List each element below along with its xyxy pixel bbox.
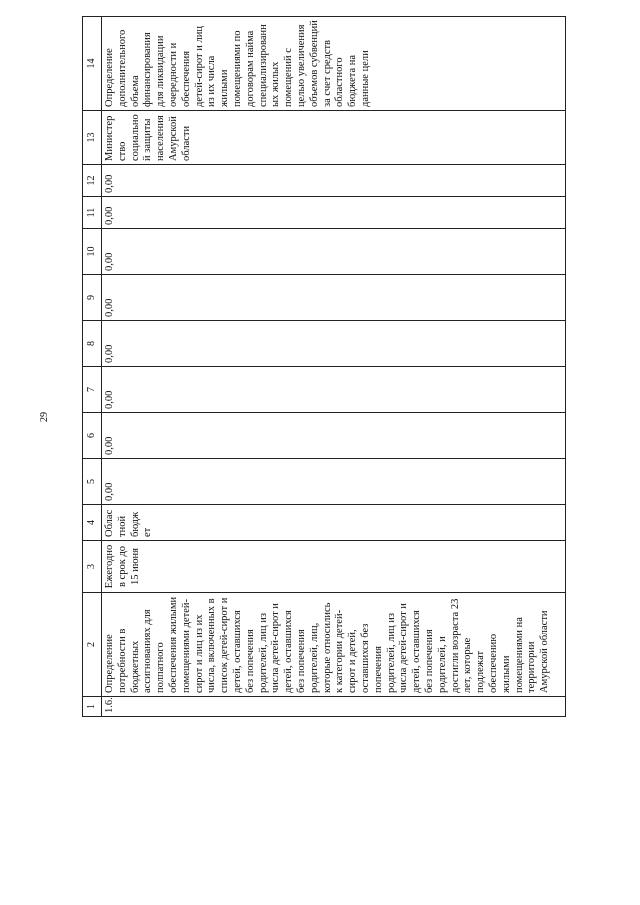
header-cell: 11 bbox=[83, 197, 102, 229]
rotated-table-container bbox=[82, 20, 566, 717]
deadline-cell: Ежегодно в срок до 15 июня bbox=[102, 541, 566, 593]
value-cell-8: 0,00 bbox=[102, 321, 566, 367]
row-number: 1.6. bbox=[102, 697, 566, 717]
value-cell-11: 0,00 bbox=[102, 197, 566, 229]
value-cell-12: 0,00 bbox=[102, 165, 566, 197]
header-cell: 1 bbox=[83, 697, 102, 717]
header-cell: 5 bbox=[83, 459, 102, 505]
header-cell: 9 bbox=[83, 275, 102, 321]
header-cell: 8 bbox=[83, 321, 102, 367]
header-cell: 12 bbox=[83, 165, 102, 197]
header-row bbox=[83, 17, 102, 717]
activity-table bbox=[82, 16, 566, 717]
header-cell: 6 bbox=[83, 413, 102, 459]
value-cell-10: 0,00 bbox=[102, 229, 566, 275]
header-cell: 2 bbox=[83, 593, 102, 697]
header-cell: 10 bbox=[83, 229, 102, 275]
table-row bbox=[102, 17, 566, 717]
value-cell-9: 0,00 bbox=[102, 275, 566, 321]
header-cell: 13 bbox=[83, 111, 102, 165]
value-cell-7: 0,00 bbox=[102, 367, 566, 413]
header-cell: 4 bbox=[83, 505, 102, 541]
funding-source-cell: Областной бюджет bbox=[102, 505, 566, 541]
header-cell: 14 bbox=[83, 17, 102, 111]
header-cell: 3 bbox=[83, 541, 102, 593]
page-number: 29 bbox=[39, 412, 50, 422]
header-cell: 7 bbox=[83, 367, 102, 413]
value-cell-6: 0,00 bbox=[102, 413, 566, 459]
measure-description: Определение потребности в бюджетных ассигнованиях для полпатного обеспечения жилыми помещениями детей-сирот и лиц из их числа, включенных в список детей-сирот и детей, оставшихся без попечения родителей, лиц из числа детей-сирот и детей, оставшихся без попечения родителей, лиц, которые относились к категории детей-сирот и детей, оставшихся без попечения родителей, лиц из числа детей-сирот и детей, оставшихся без попечения родителей, и достигли возраста 23 лет, которые подлежат обеспечению жилыми помещениями на территории Амурской области bbox=[102, 593, 566, 697]
value-cell-5: 0,00 bbox=[102, 459, 566, 505]
result-cell: Определение дополнительного объема финансирования для ликвидации очередности и обеспечения детей-сирот и лиц из их числа жилыми помещениями по договорам найма специализированных жилых помещений с целью увеличения объемов субвенций за счет средств областного бюджета на данные цели bbox=[102, 17, 566, 111]
executor-cell: Министерство социальной защиты населения Амурской области bbox=[102, 111, 566, 165]
